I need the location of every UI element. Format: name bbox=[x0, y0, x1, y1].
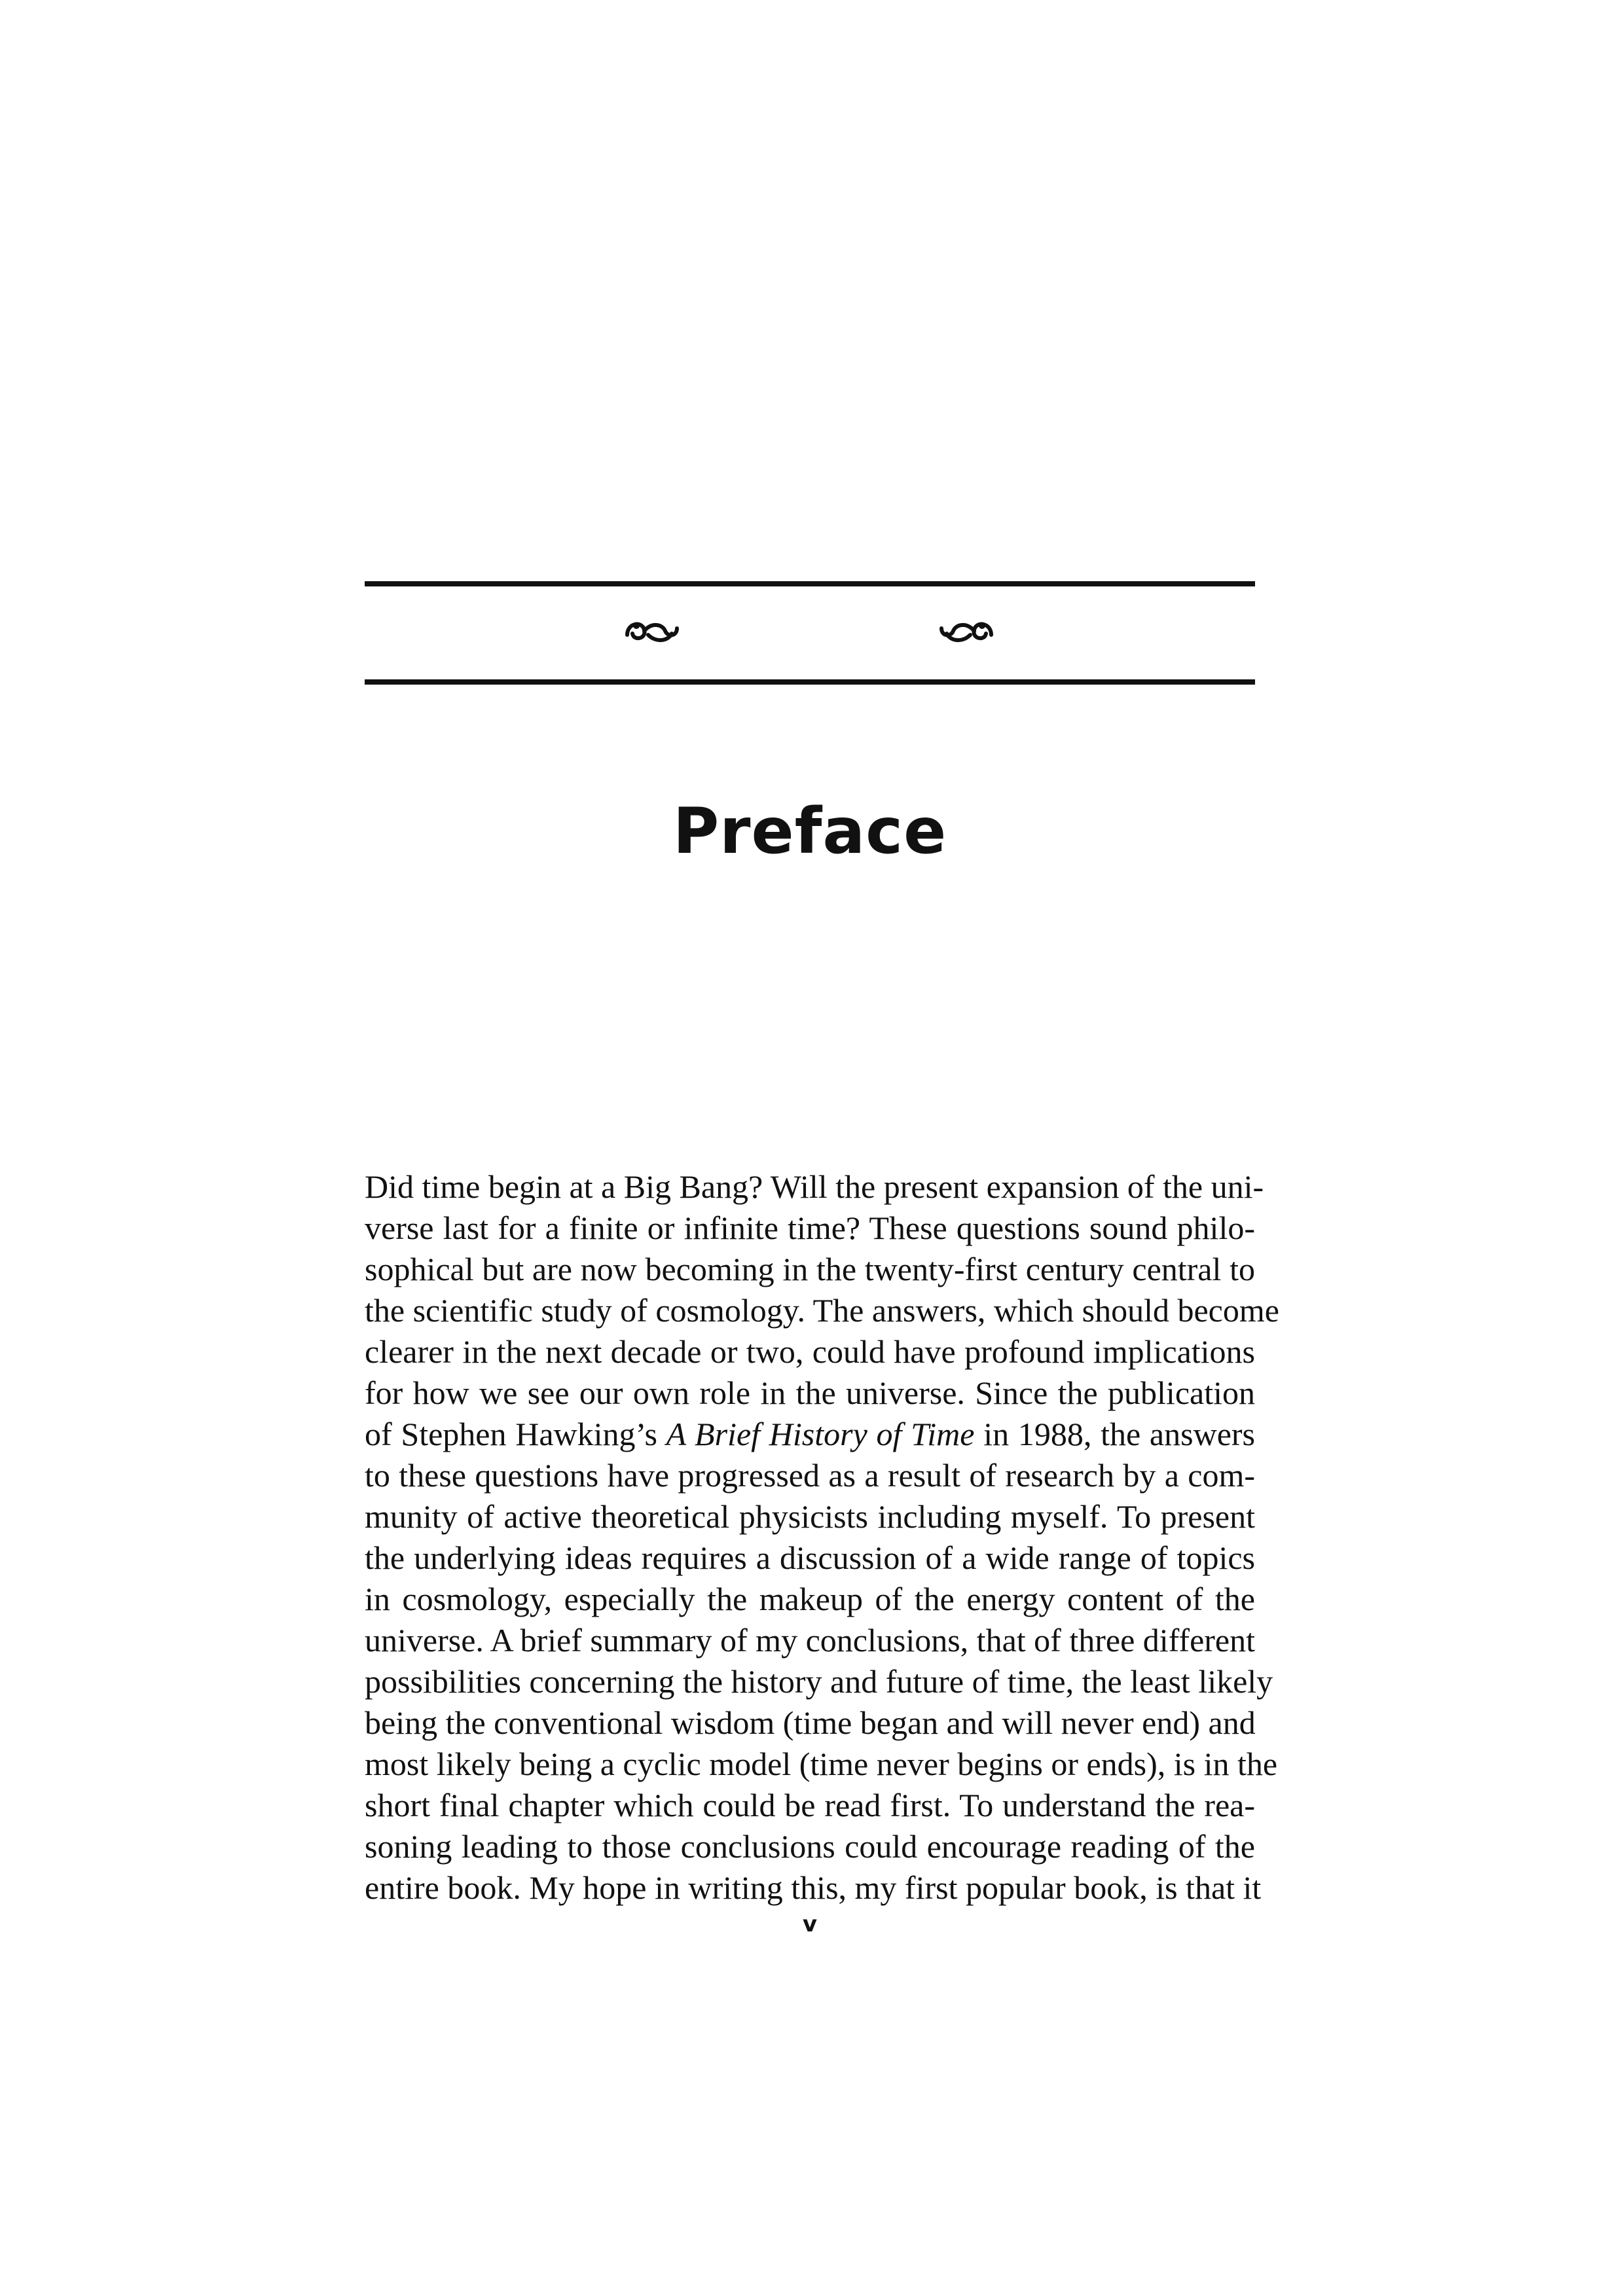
body-line: clearer in the next decade or two, could have profound implications bbox=[365, 1333, 1255, 1370]
body-line: soning leading to those conclusions could encourage reading of the bbox=[365, 1828, 1255, 1865]
body-line: short final chapter which could be read first. To understand the rea- bbox=[365, 1787, 1255, 1823]
body-line bbox=[365, 1414, 1255, 1455]
body-line: Did time begin at a Big Bang? Will the present expansion of the uni- bbox=[365, 1168, 1264, 1205]
body-line-text: in 1988, the answers bbox=[974, 1416, 1255, 1452]
body-line: the underlying ideas requires a discussion of a wide range of topics bbox=[365, 1539, 1255, 1576]
body-line-text: of Stephen Hawking’s bbox=[365, 1416, 666, 1452]
body-line: possibilities concerning the history and future of time, the least likely bbox=[365, 1663, 1273, 1700]
body-line: for how we see our own role in the universe. Since the publication bbox=[365, 1374, 1255, 1411]
book-title: A Brief History of Time bbox=[666, 1416, 975, 1452]
page-number: v bbox=[802, 1911, 818, 1937]
chapter-title: Preface bbox=[672, 795, 947, 868]
body-line: being the conventional wisdom (time began and will never end) and bbox=[365, 1704, 1256, 1741]
left-fleuron-icon bbox=[622, 609, 681, 648]
body-line: sophical but are now becoming in the twenty-first century central to bbox=[365, 1251, 1255, 1287]
body-line: verse last for a finite or infinite time? These questions sound philo- bbox=[365, 1210, 1255, 1246]
body-line: the scientific study of cosmology. The answers, which should become bbox=[365, 1292, 1279, 1329]
body-line: entire book. My hope in writing this, my first popular book, is that it bbox=[365, 1869, 1262, 1906]
body-line: in cosmology, especially the makeup of the energy content of the bbox=[365, 1581, 1255, 1617]
header-rule-top bbox=[365, 581, 1255, 586]
header-rule-bottom bbox=[365, 679, 1255, 685]
right-fleuron-icon bbox=[938, 609, 996, 648]
body-line: universe. A brief summary of my conclusions, that of three different bbox=[365, 1622, 1255, 1659]
body-line: most likely being a cyclic model (time never begins or ends), is in the bbox=[365, 1746, 1278, 1782]
body-line: munity of active theoretical physicists including myself. To present bbox=[365, 1498, 1255, 1535]
body-line: to these questions have progressed as a result of research by a com- bbox=[365, 1457, 1255, 1494]
body-paragraph bbox=[365, 1166, 1279, 1909]
